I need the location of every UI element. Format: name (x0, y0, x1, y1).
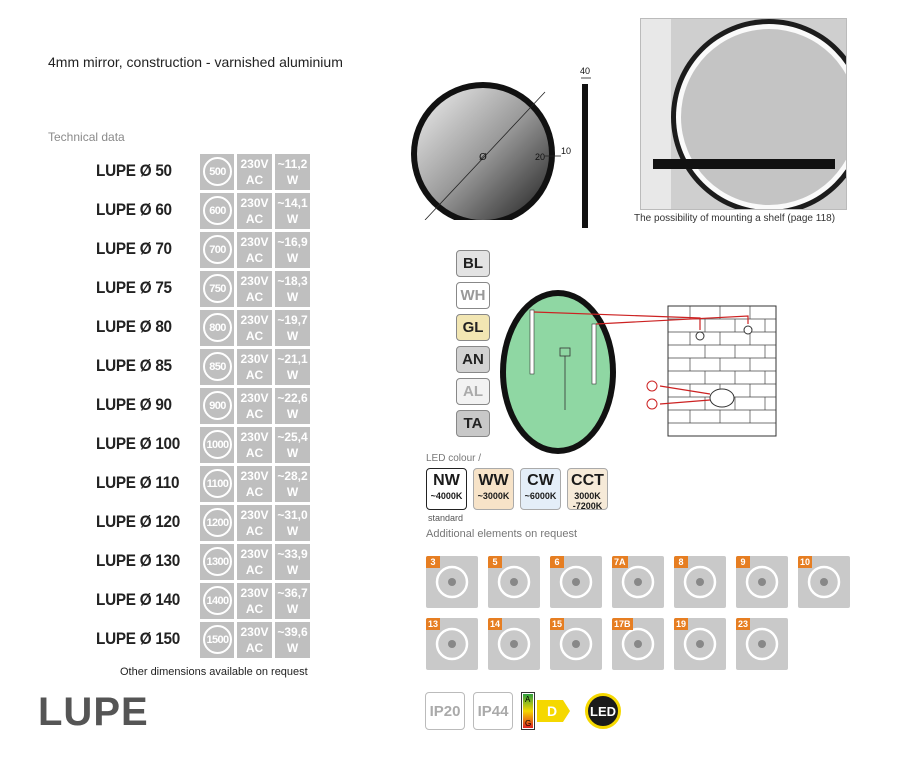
current-type: AC (245, 446, 264, 460)
voltage-cell (237, 388, 272, 424)
led-temperature: ~4000K (430, 491, 463, 501)
option-number: 15 (552, 619, 563, 629)
model-name: LUPE Ø 75 (96, 278, 172, 297)
option-17b (612, 618, 664, 670)
power-cell (275, 622, 310, 658)
current-type: AC (245, 251, 264, 265)
current-type: AC (245, 212, 264, 226)
voltage-value: 230V (240, 469, 269, 483)
model-name: LUPE Ø 70 (96, 239, 172, 258)
option-8 (674, 556, 726, 608)
diameter-cell (200, 583, 234, 619)
other-dimensions-note: Other dimensions available on request (120, 666, 308, 678)
option-number: 6 (550, 556, 564, 568)
diameter-value: 800 (203, 313, 232, 342)
option-19 (674, 618, 726, 670)
option-6 (550, 556, 602, 608)
power-value: ~28,2 (277, 469, 308, 483)
diameter-cell (200, 388, 234, 424)
power-unit: W (286, 524, 299, 538)
current-type: AC (245, 290, 264, 304)
power-unit: W (286, 173, 299, 187)
model-name: LUPE Ø 100 (96, 434, 181, 453)
voltage-value: 230V (240, 235, 269, 249)
shelf-photo (640, 18, 847, 210)
voltage-value: 230V (240, 508, 269, 522)
power-cell (275, 544, 310, 580)
spec-row (96, 192, 326, 231)
power-cell (275, 388, 310, 424)
diameter-value: 850 (203, 352, 232, 381)
diameter-cell (200, 466, 234, 502)
power-cell (275, 583, 310, 619)
ip44-badge: IP44 (473, 692, 513, 730)
model-name: LUPE Ø 90 (96, 395, 172, 414)
voltage-value: 230V (240, 313, 269, 327)
spec-table (96, 153, 326, 660)
model-name: LUPE Ø 130 (96, 551, 181, 570)
diameter-value: 1300 (203, 547, 232, 576)
diameter-value: 900 (203, 391, 232, 420)
led-badge: LED (585, 693, 621, 729)
spec-row (96, 465, 326, 504)
technical-data-title: Technical data (48, 130, 125, 144)
product-name: LUPE (38, 690, 149, 734)
power-cell (275, 154, 310, 190)
mounting-diagram (500, 290, 780, 485)
led-temperature: 3000K (574, 491, 601, 501)
option-number: 10 (800, 557, 811, 567)
led-colour-list (426, 468, 608, 510)
headline: 4mm mirror, construction - varnished aluminium (48, 54, 343, 70)
diameter-cell (200, 505, 234, 541)
option-13 (426, 618, 478, 670)
option-7a (612, 556, 664, 608)
power-cell (275, 505, 310, 541)
voltage-cell (237, 310, 272, 346)
power-value: ~11,2 (277, 157, 308, 171)
voltage-value: 230V (240, 196, 269, 210)
finish-gl: GL (456, 314, 490, 341)
option-number: 19 (676, 619, 687, 629)
current-type: AC (245, 641, 264, 655)
power-unit: W (286, 446, 299, 460)
voltage-value: 230V (240, 391, 269, 405)
finish-bl: BL (456, 250, 490, 277)
led-colour-ww (473, 468, 514, 510)
additional-elements-label: Additional elements on request (426, 528, 578, 540)
led-temperature: ~6000K (524, 491, 557, 501)
power-cell (275, 349, 310, 385)
led-code: CCT (571, 472, 604, 489)
led-temperature: ~3000K (477, 491, 510, 501)
energy-scale-top: A (525, 695, 531, 704)
voltage-cell (237, 544, 272, 580)
option-3 (426, 556, 478, 608)
power-value: ~18,3 (277, 274, 308, 288)
power-unit: W (286, 251, 299, 265)
current-type: AC (245, 173, 264, 187)
power-value: ~31,0 (277, 508, 308, 522)
diameter-value: 1000 (203, 430, 232, 459)
diameter-cell (200, 271, 234, 307)
spec-row (96, 231, 326, 270)
model-name: LUPE Ø 120 (96, 512, 181, 531)
current-type: AC (245, 485, 264, 499)
diameter-cell (200, 310, 234, 346)
photo-caption: The possibility of mounting a shelf (page 118) (634, 213, 836, 224)
depth-label: 40 (580, 66, 591, 76)
power-value: ~36,7 (277, 586, 308, 600)
model-name: LUPE Ø 150 (96, 629, 181, 648)
diameter-cell (200, 349, 234, 385)
finish-ta: TA (456, 410, 490, 437)
led-standard-note: standard (428, 513, 464, 523)
spec-row (96, 582, 326, 621)
spec-row (96, 426, 326, 465)
option-number: 7A (614, 557, 626, 567)
spec-row (96, 348, 326, 387)
current-type: AC (245, 368, 264, 382)
current-type: AC (245, 602, 264, 616)
power-unit: W (286, 563, 299, 577)
current-type: AC (245, 563, 264, 577)
current-type: AC (245, 524, 264, 538)
voltage-value: 230V (240, 430, 269, 444)
finish-wh: WH (456, 282, 490, 309)
voltage-cell (237, 622, 272, 658)
option-5 (488, 556, 540, 608)
voltage-cell (237, 271, 272, 307)
option-10 (798, 556, 850, 608)
current-type: AC (245, 407, 264, 421)
model-name: LUPE Ø 85 (96, 356, 172, 375)
option-number: 17B (614, 619, 631, 629)
voltage-value: 230V (240, 586, 269, 600)
power-value: ~39,6 (277, 625, 308, 639)
option-number: 8 (674, 556, 688, 568)
power-unit: W (286, 368, 299, 382)
side-profile-bar (582, 84, 588, 228)
voltage-cell (237, 154, 272, 190)
power-unit: W (286, 212, 299, 226)
energy-class-badge (521, 692, 571, 730)
model-name: LUPE Ø 60 (96, 200, 172, 219)
led-colour-nw (426, 468, 467, 510)
power-value: ~14,1 (277, 196, 308, 210)
power-value: ~22,6 (277, 391, 308, 405)
power-cell (275, 427, 310, 463)
power-cell (275, 466, 310, 502)
spec-row (96, 504, 326, 543)
voltage-cell (237, 193, 272, 229)
voltage-value: 230V (240, 625, 269, 639)
led-code: CW (527, 472, 554, 489)
ip20-badge: IP20 (425, 692, 465, 730)
diameter-cell (200, 544, 234, 580)
power-unit: W (286, 329, 299, 343)
diameter-value: 1400 (203, 586, 232, 615)
diameter-value: 1100 (203, 469, 232, 498)
voltage-value: 230V (240, 157, 269, 171)
led-code: WW (478, 472, 509, 489)
finish-list (456, 250, 490, 442)
current-type: AC (245, 329, 264, 343)
photo-shelf (653, 159, 835, 169)
option-15 (550, 618, 602, 670)
voltage-cell (237, 466, 272, 502)
frame-width-label: 20 (535, 152, 546, 162)
finish-al: AL (456, 378, 490, 405)
option-number: 5 (488, 556, 502, 568)
diameter-cell (200, 232, 234, 268)
voltage-value: 230V (240, 352, 269, 366)
led-colour-label: LED colour / (426, 453, 482, 464)
model-name: LUPE Ø 50 (96, 161, 172, 180)
power-unit: W (286, 290, 299, 304)
voltage-cell (237, 505, 272, 541)
diameter-cell (200, 154, 234, 190)
diameter-value: 500 (203, 157, 232, 186)
certification-badges (425, 692, 621, 730)
diameter-cell (200, 622, 234, 658)
diameter-symbol: Ø (479, 152, 487, 163)
spec-row (96, 153, 326, 192)
power-unit: W (286, 485, 299, 499)
power-unit: W (286, 407, 299, 421)
option-9 (736, 556, 788, 608)
power-cell (275, 310, 310, 346)
voltage-cell (237, 232, 272, 268)
diameter-value: 1500 (203, 625, 232, 654)
power-cell (275, 232, 310, 268)
led-colour-cct (567, 468, 608, 510)
option-number: 3 (426, 556, 440, 568)
energy-scale-bottom: G (525, 719, 532, 728)
energy-class-letter: D (547, 703, 558, 719)
voltage-value: 230V (240, 274, 269, 288)
power-value: ~33,9 (277, 547, 308, 561)
power-cell (275, 271, 310, 307)
led-code: NW (433, 472, 460, 489)
spec-row (96, 621, 326, 660)
diameter-cell (200, 193, 234, 229)
option-number: 13 (428, 619, 439, 629)
spec-row (96, 387, 326, 426)
power-cell (275, 193, 310, 229)
diameter-value: 1200 (203, 508, 232, 537)
diameter-value: 750 (203, 274, 232, 303)
model-name: LUPE Ø 140 (96, 590, 181, 609)
voltage-cell (237, 349, 272, 385)
spec-row (96, 543, 326, 582)
voltage-cell (237, 583, 272, 619)
led-colour-cw (520, 468, 561, 510)
option-number: 23 (738, 619, 749, 629)
led-temperature-max: -7200K (572, 501, 603, 511)
option-number: 9 (736, 556, 750, 568)
model-name: LUPE Ø 80 (96, 317, 172, 336)
diameter-value: 600 (203, 196, 232, 225)
power-unit: W (286, 641, 299, 655)
diameter-cell (200, 427, 234, 463)
model-name: LUPE Ø 110 (96, 473, 180, 492)
finish-an: AN (456, 346, 490, 373)
side-profile-drawing (577, 64, 597, 234)
option-23 (736, 618, 788, 670)
spec-row (96, 270, 326, 309)
option-number: 14 (490, 619, 501, 629)
option-14 (488, 618, 540, 670)
power-value: ~25,4 (277, 430, 308, 444)
power-value: ~19,7 (277, 313, 308, 327)
power-value: ~16,9 (277, 235, 308, 249)
diameter-value: 700 (203, 235, 232, 264)
voltage-value: 230V (240, 547, 269, 561)
voltage-cell (237, 427, 272, 463)
power-value: ~21,1 (277, 352, 308, 366)
spec-row (96, 309, 326, 348)
mirror-technical-drawing (405, 70, 595, 220)
power-unit: W (286, 602, 299, 616)
frame-offset-label: 10 (561, 146, 572, 156)
